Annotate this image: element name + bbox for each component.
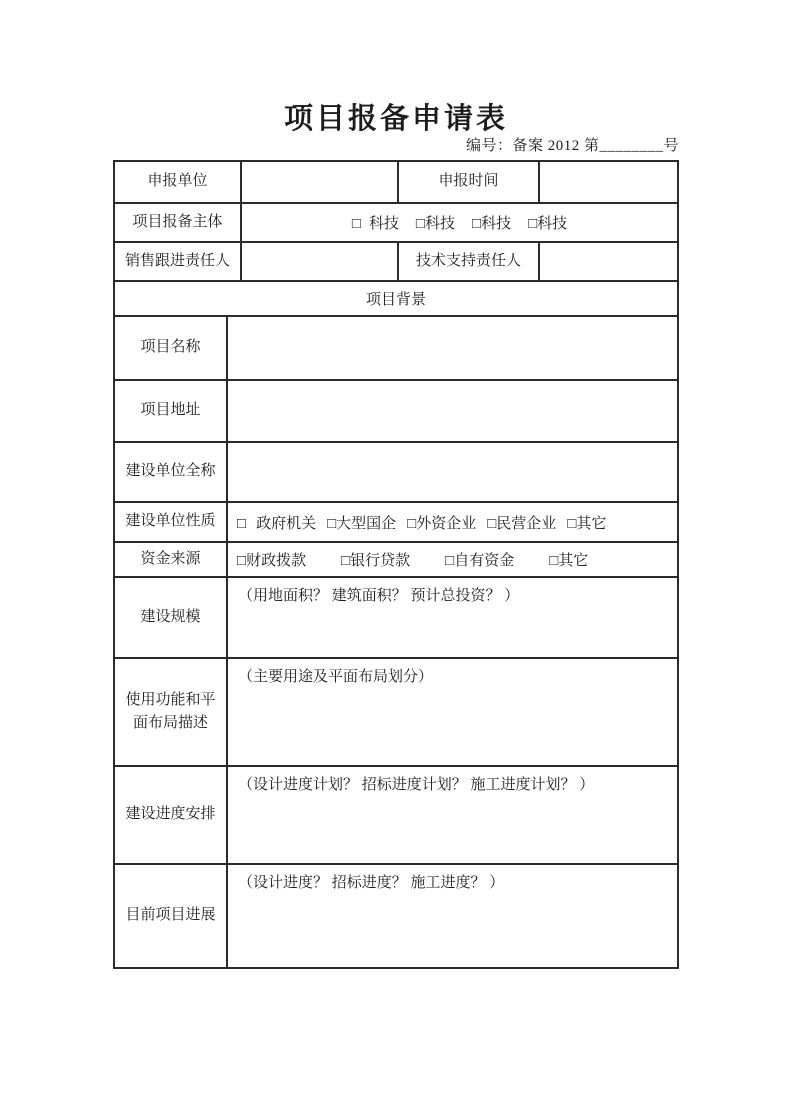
checkbox-icon[interactable]: □ bbox=[567, 515, 577, 532]
checkbox-icon[interactable]: □ bbox=[237, 553, 247, 569]
checkbox-option-label: 科技 bbox=[537, 216, 568, 232]
report-subject-label: 项目报备主体 bbox=[115, 204, 242, 241]
checkbox-option[interactable] bbox=[549, 549, 588, 570]
checkbox-option[interactable] bbox=[237, 549, 306, 570]
checkbox-option[interactable] bbox=[416, 212, 455, 233]
table-row bbox=[115, 381, 677, 443]
current-progress-hint: （设计进度？ 招标进度？ 施工进度？ ） bbox=[238, 875, 505, 891]
checkbox-option-label: 其它 bbox=[576, 515, 607, 532]
checkbox-icon[interactable]: □ bbox=[528, 216, 538, 232]
checkbox-icon[interactable]: □ bbox=[415, 216, 425, 232]
checkbox-option-label: 科技 bbox=[424, 216, 455, 232]
checkbox-option-label: 民营企业 bbox=[496, 515, 557, 532]
table-row bbox=[115, 503, 677, 543]
construction-scale-input-cell[interactable] bbox=[228, 578, 677, 657]
table-row bbox=[115, 317, 677, 381]
construction-unit-input-cell[interactable] bbox=[228, 443, 677, 501]
checkbox-icon[interactable]: □ bbox=[472, 216, 482, 232]
checkbox-option-label: 财政拨款 bbox=[246, 553, 307, 569]
applicant-unit-input-cell[interactable] bbox=[242, 162, 399, 202]
current-progress-label: 目前项目进展 bbox=[115, 865, 228, 967]
checkbox-option[interactable] bbox=[487, 512, 556, 533]
checkbox-option-label: 银行贷款 bbox=[350, 553, 411, 569]
table-row bbox=[115, 204, 677, 243]
checkbox-option[interactable] bbox=[528, 212, 567, 233]
table-row bbox=[115, 543, 677, 578]
checkbox-option[interactable] bbox=[567, 512, 606, 533]
table-row bbox=[115, 659, 677, 767]
unit-nature-label: 建设单位性质 bbox=[115, 503, 228, 541]
table-row bbox=[115, 578, 677, 659]
report-subject-options-cell bbox=[242, 204, 677, 241]
checkbox-option-label: 科技 bbox=[368, 216, 399, 232]
checkbox-option-label: 外资企业 bbox=[416, 515, 477, 532]
schedule-input-cell[interactable] bbox=[228, 767, 677, 863]
checkbox-option-label: 其它 bbox=[558, 553, 589, 569]
project-name-label: 项目名称 bbox=[115, 317, 228, 379]
application-form-table bbox=[113, 160, 679, 969]
project-address-label: 项目地址 bbox=[115, 381, 228, 441]
checkbox-option[interactable] bbox=[237, 512, 316, 533]
schedule-label: 建设进度安排 bbox=[115, 767, 228, 863]
checkbox-icon[interactable]: □ bbox=[487, 515, 497, 532]
project-name-input-cell[interactable] bbox=[228, 317, 677, 379]
checkbox-option[interactable] bbox=[407, 512, 476, 533]
function-layout-input-cell[interactable] bbox=[228, 659, 677, 765]
schedule-hint: （设计进度计划？ 招标进度计划？ 施工进度计划？ ） bbox=[238, 777, 595, 793]
apply-time-input-cell[interactable] bbox=[540, 162, 677, 202]
table-row bbox=[115, 443, 677, 503]
project-address-input-cell[interactable] bbox=[228, 381, 677, 441]
checkbox-option-label: 自有资金 bbox=[454, 553, 515, 569]
unit-nature-options-cell bbox=[228, 503, 677, 541]
checkbox-option[interactable] bbox=[352, 212, 399, 233]
construction-scale-hint: （用地面积？ 建筑面积？ 预计总投资？ ） bbox=[238, 588, 520, 604]
apply-time-label: 申报时间 bbox=[399, 162, 540, 202]
construction-unit-label: 建设单位全称 bbox=[115, 443, 228, 501]
checkbox-option-label: 科技 bbox=[481, 216, 512, 232]
sales-lead-label: 销售跟进责任人 bbox=[115, 243, 242, 280]
current-progress-input-cell[interactable] bbox=[228, 865, 677, 967]
table-row bbox=[115, 282, 677, 317]
checkbox-icon[interactable]: □ bbox=[341, 553, 351, 569]
applicant-unit-label: 申报单位 bbox=[115, 162, 242, 202]
funding-source-options-cell bbox=[228, 543, 677, 576]
tech-support-label: 技术支持责任人 bbox=[399, 243, 540, 280]
checkbox-icon[interactable]: □ bbox=[549, 553, 559, 569]
construction-scale-label: 建设规模 bbox=[115, 578, 228, 657]
section-header: 项目背景 bbox=[365, 292, 426, 308]
table-row bbox=[115, 865, 677, 967]
checkbox-icon[interactable]: □ bbox=[327, 515, 337, 532]
table-row bbox=[115, 162, 677, 204]
checkbox-option-label: 大型国企 bbox=[336, 515, 397, 532]
checkbox-option[interactable] bbox=[341, 549, 410, 570]
tech-support-input-cell[interactable] bbox=[540, 243, 677, 280]
function-layout-label: 使用功能和平面布局描述 bbox=[115, 659, 228, 765]
serial-number-line: 编号：备案 2012 第________号 bbox=[465, 138, 679, 154]
table-row bbox=[115, 243, 677, 282]
table-row bbox=[115, 767, 677, 865]
funding-source-label: 资金来源 bbox=[115, 543, 228, 576]
checkbox-icon[interactable]: □ bbox=[445, 553, 455, 569]
page-title: 项目报备申请表 bbox=[283, 103, 508, 135]
checkbox-option[interactable] bbox=[327, 512, 396, 533]
checkbox-option-label: 政府机关 bbox=[256, 515, 317, 532]
function-layout-hint: （主要用途及平面布局划分） bbox=[238, 669, 434, 685]
checkbox-icon[interactable]: □ bbox=[237, 515, 247, 532]
checkbox-option[interactable] bbox=[445, 549, 514, 570]
sales-lead-input-cell[interactable] bbox=[242, 243, 399, 280]
checkbox-icon[interactable]: □ bbox=[407, 515, 417, 532]
checkbox-option[interactable] bbox=[472, 212, 511, 233]
checkbox-icon[interactable]: □ bbox=[351, 216, 361, 232]
